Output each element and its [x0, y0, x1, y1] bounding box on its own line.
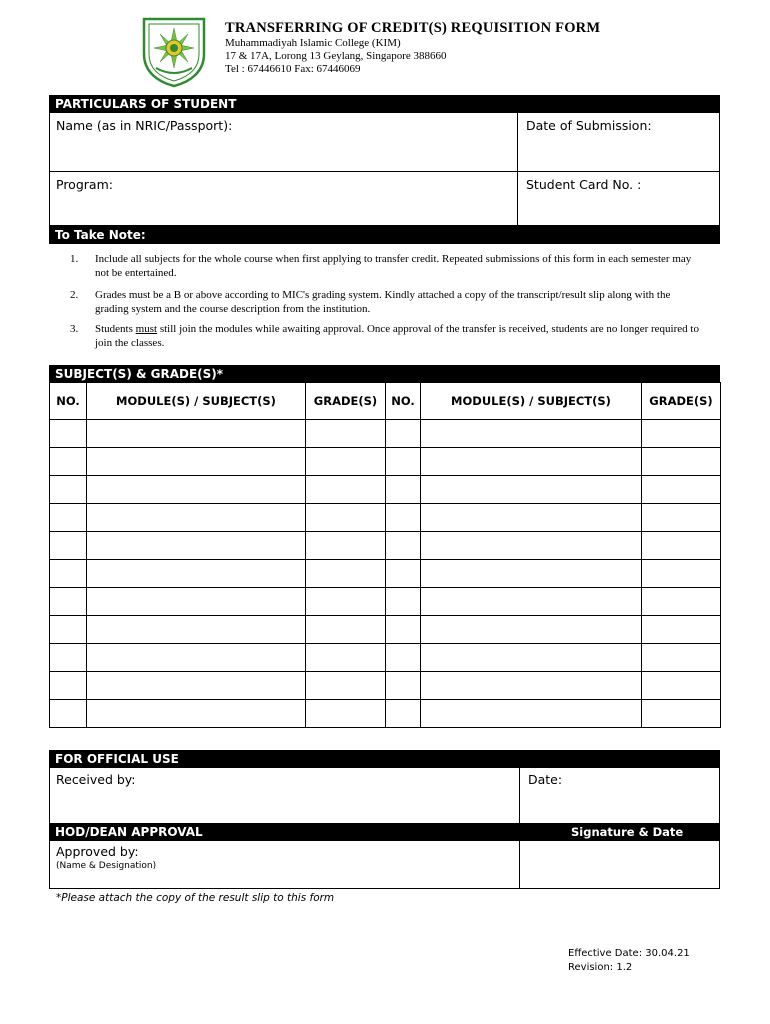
cell-grade[interactable] [642, 476, 721, 504]
cell-module[interactable] [421, 560, 642, 588]
column-header-grade: GRADE(S) [306, 383, 386, 420]
cell-module[interactable] [421, 476, 642, 504]
date-of-submission-label: Date of Submission: [526, 118, 652, 133]
table-row [50, 672, 721, 700]
cell-grade[interactable] [306, 588, 386, 616]
name-field[interactable] [49, 112, 518, 172]
signature-date-heading: Signature & Date [571, 825, 684, 839]
note-item [70, 253, 710, 281]
cell-no[interactable] [50, 700, 87, 728]
cell-module[interactable] [421, 448, 642, 476]
cell-module[interactable] [87, 588, 306, 616]
student-card-label: Student Card No. : [526, 177, 642, 192]
cell-grade[interactable] [306, 644, 386, 672]
table-row [50, 448, 721, 476]
cell-module[interactable] [87, 560, 306, 588]
cell-no[interactable] [386, 448, 421, 476]
cell-module[interactable] [87, 448, 306, 476]
approval-heading: HOD/DEAN APPROVAL [55, 825, 203, 839]
cell-grade[interactable] [306, 476, 386, 504]
footnote: *Please attach the copy of the result slip to this form [56, 892, 335, 904]
table-row [50, 504, 721, 532]
subjects-table [49, 382, 721, 728]
table-row [50, 420, 721, 448]
cell-grade[interactable] [642, 588, 721, 616]
cell-grade[interactable] [642, 644, 721, 672]
note-number: 2. [70, 289, 79, 301]
note-number: 1. [70, 253, 79, 265]
notes-heading: To Take Note: [49, 226, 720, 244]
table-row [50, 560, 721, 588]
note-number: 3. [70, 323, 79, 335]
cell-grade[interactable] [306, 504, 386, 532]
column-header-module: MODULE(S) / SUBJECT(S) [421, 383, 642, 420]
college-logo [140, 16, 208, 88]
received-by-label: Received by: [56, 772, 136, 787]
subjects-table-body [50, 420, 721, 728]
note-item [70, 289, 710, 317]
form-title: TRANSFERRING OF CREDIT(S) REQUISITION FORM [225, 20, 601, 36]
cell-no[interactable] [386, 616, 421, 644]
cell-grade[interactable] [642, 420, 721, 448]
cell-module[interactable] [87, 532, 306, 560]
note-item [70, 323, 710, 351]
institution-name: Muhammadiyah Islamic College (KIM) [225, 37, 401, 49]
cell-module[interactable] [87, 644, 306, 672]
cell-no[interactable] [50, 532, 87, 560]
cell-no[interactable] [386, 476, 421, 504]
cell-module[interactable] [87, 700, 306, 728]
cell-module[interactable] [87, 420, 306, 448]
cell-module[interactable] [421, 616, 642, 644]
cell-no[interactable] [386, 588, 421, 616]
column-header-module: MODULE(S) / SUBJECT(S) [87, 383, 306, 420]
cell-module[interactable] [87, 476, 306, 504]
cell-grade[interactable] [306, 700, 386, 728]
cell-module[interactable] [421, 532, 642, 560]
cell-no[interactable] [386, 504, 421, 532]
cell-no[interactable] [386, 644, 421, 672]
cell-no[interactable] [386, 420, 421, 448]
approved-by-sublabel: (Name & Designation) [56, 861, 157, 871]
cell-grade[interactable] [306, 532, 386, 560]
cell-grade[interactable] [642, 532, 721, 560]
cell-no[interactable] [50, 588, 87, 616]
column-header-grade: GRADE(S) [642, 383, 721, 420]
note-text-post: still join the modules while awaiting approval. Once approval of the transfer is received, students are no longer required to join the classes. [95, 323, 699, 349]
cell-grade[interactable] [306, 560, 386, 588]
cell-no[interactable] [50, 644, 87, 672]
signature-date-field[interactable] [519, 840, 720, 889]
name-label: Name (as in NRIC/Passport): [56, 118, 233, 133]
program-label: Program: [56, 177, 113, 192]
revision: Revision: 1.2 [568, 962, 633, 973]
cell-no[interactable] [50, 476, 87, 504]
student-card-field[interactable] [517, 171, 720, 226]
cell-no[interactable] [50, 504, 87, 532]
cell-grade[interactable] [642, 448, 721, 476]
institution-contact: Tel : 67446610 Fax: 67446069 [225, 63, 361, 75]
effective-date: Effective Date: 30.04.21 [568, 948, 690, 959]
column-header-no: NO. [50, 383, 87, 420]
cell-grade[interactable] [642, 560, 721, 588]
cell-module[interactable] [87, 672, 306, 700]
note-text-pre: Students [95, 323, 136, 335]
cell-module[interactable] [421, 672, 642, 700]
approved-by-label: Approved by: [56, 844, 139, 859]
cell-grade[interactable] [306, 616, 386, 644]
official-use-heading: FOR OFFICIAL USE [49, 750, 720, 768]
particulars-heading: PARTICULARS OF STUDENT [49, 95, 720, 113]
note-text [95, 323, 705, 350]
table-row [50, 532, 721, 560]
cell-no[interactable] [386, 560, 421, 588]
cell-module[interactable] [421, 644, 642, 672]
cell-module[interactable] [421, 588, 642, 616]
cell-no[interactable] [386, 672, 421, 700]
cell-module[interactable] [421, 504, 642, 532]
table-row [50, 616, 721, 644]
cell-grade[interactable] [642, 616, 721, 644]
cell-no[interactable] [50, 672, 87, 700]
cell-module[interactable] [87, 616, 306, 644]
official-date-field[interactable] [519, 767, 720, 824]
note-text: Include all subjects for the whole course when first applying to transfer credit. Repeated submissions of this form in each semester may not be entertained. [95, 253, 692, 279]
cell-module[interactable] [421, 420, 642, 448]
cell-grade[interactable] [642, 700, 721, 728]
date-of-submission-field[interactable] [517, 112, 720, 172]
cell-no[interactable] [50, 420, 87, 448]
cell-no[interactable] [50, 448, 87, 476]
column-header-no: NO. [386, 383, 421, 420]
program-field[interactable] [49, 171, 518, 226]
note-text: Grades must be a B or above according to MIC's grading system. Kindly attached a copy of the transcript/result slip along with the grading system and the course description from the institution. [95, 289, 671, 315]
cell-module[interactable] [421, 700, 642, 728]
cell-module[interactable] [87, 504, 306, 532]
cell-no[interactable] [386, 700, 421, 728]
cell-grade[interactable] [642, 672, 721, 700]
cell-no[interactable] [50, 616, 87, 644]
cell-grade[interactable] [306, 448, 386, 476]
note-emphasis: must [135, 323, 158, 335]
cell-grade[interactable] [306, 420, 386, 448]
table-row [50, 588, 721, 616]
cell-grade[interactable] [642, 504, 721, 532]
institution-address: 17 & 17A, Lorong 13 Geylang, Singapore 388660 [225, 50, 447, 62]
official-date-label: Date: [528, 772, 563, 787]
table-row [50, 700, 721, 728]
approval-heading-band [49, 823, 720, 841]
subjects-heading: SUBJECT(S) & GRADE(S)* [49, 365, 720, 383]
cell-no[interactable] [386, 532, 421, 560]
approved-by-field[interactable] [49, 840, 520, 889]
table-row [50, 476, 721, 504]
cell-no[interactable] [50, 560, 87, 588]
received-by-field[interactable] [49, 767, 520, 824]
subjects-header-row [50, 383, 721, 420]
table-row [50, 644, 721, 672]
cell-grade[interactable] [306, 672, 386, 700]
